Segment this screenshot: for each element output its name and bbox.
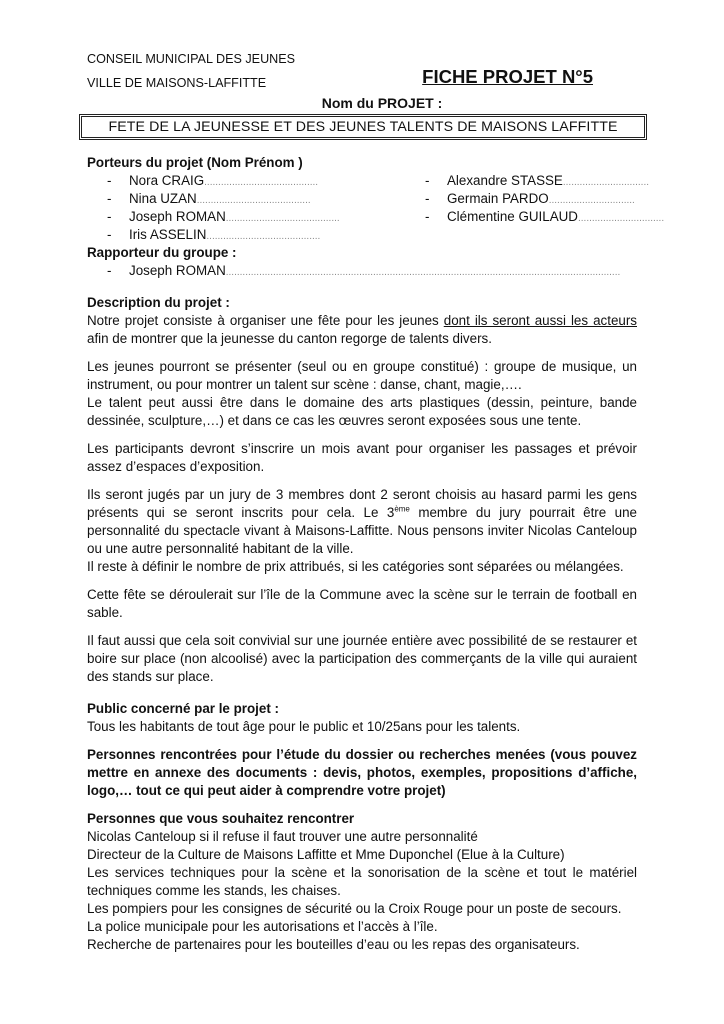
porteurs-left bbox=[87, 172, 405, 190]
fiche-title: FICHE PROJET N°5 bbox=[422, 66, 593, 87]
public-text: Tous les habitants de tout âge pour le public et 10/25ans pour les talents. bbox=[87, 719, 521, 734]
porteurs-right bbox=[405, 172, 650, 190]
org-line-2: VILLE DE MAISONS-LAFFITTE bbox=[87, 76, 267, 90]
description-label: Description du projet : bbox=[87, 295, 230, 310]
porteur-item: - Clémentine GUILAUD............................... bbox=[425, 209, 665, 224]
rencontrer-label: Personnes que vous souhaitez rencontrer bbox=[87, 811, 355, 826]
rencontrer-line: Les services techniques pour la scène et la sonorisation de la scène et tout le matériel techniques comme les stands, les chaises. bbox=[87, 865, 637, 898]
rapporteur-label: Rapporteur du groupe : bbox=[87, 245, 237, 260]
porteur-item: - Germain PARDO............................... bbox=[425, 191, 635, 206]
project-name-label: Nom du PROJET : bbox=[321, 95, 443, 111]
description-paragraph-3: Le talent peut aussi être dans le domaine des arts plastiques (dessin, peinture, bande dessinée, sculpture,…) et dans ce cas les œuvres seront exposées sous une tente. bbox=[87, 395, 637, 428]
description-paragraph-6: Il reste à définir le nombre de prix attribués, si les catégories sont séparées ou mélangées. bbox=[87, 559, 624, 574]
porteurs-label: Porteurs du projet (Nom Prénom ) bbox=[87, 155, 303, 170]
porteur-item: - Nina UZAN......................................... bbox=[107, 191, 311, 206]
description-paragraph-5: Ils seront jugés par un jury de 3 membres dont 2 seront choisis au hasard parmi les gens présents qui se seront inscrits pour cela. Le 3ème membre du jury pourrait être une personnalité du spectacle vivant à Maisons-Laffitte. Nous pensons inviter Nicolas Canteloup ou une autre personnalité habitant de la ville. bbox=[87, 487, 637, 556]
rapporteur-item: - Joseph ROMAN.............................................................................................................................................. bbox=[107, 263, 621, 278]
document-page bbox=[87, 50, 665, 954]
porteur-item: - Iris ASSELIN......................................... bbox=[107, 227, 321, 242]
project-name-box: FETE DE LA JEUNESSE ET DES JEUNES TALENTS DE MAISONS LAFFITTE bbox=[79, 114, 647, 140]
rencontrees-label: Personnes rencontrées pour l’étude du dossier ou recherches menées (vous pouvez mettre en annexe des documents : devis, photos, exemples, propositions d’affiche, logo,… tout ce qui peut aider à comprendre votre projet) bbox=[87, 747, 637, 798]
rencontrer-line: Les pompiers pour les consignes de sécurité ou la Croix Rouge pour un poste de secours. bbox=[87, 901, 622, 916]
rencontrer-line: Directeur de la Culture de Maisons Laffitte et Mme Duponchel (Elue à la Culture) bbox=[87, 847, 565, 862]
description-paragraph-7: Cette fête se déroulerait sur l’île de la Commune avec la scène sur le terrain de football en sable. bbox=[87, 587, 637, 620]
description-paragraph-4: Les participants devront s’inscrire un mois avant pour organiser les passages et prévoir assez d’espaces d’exposition. bbox=[87, 441, 637, 474]
porteur-item: - Alexandre STASSE............................... bbox=[425, 173, 650, 188]
org-line-1: CONSEIL MUNICIPAL DES JEUNES bbox=[87, 52, 296, 66]
porteurs-row bbox=[87, 172, 650, 190]
description-paragraph-8: Il faut aussi que cela soit convivial sur une journée entière avec possibilité de se restaurer et boire sur place (non alcoolisé) avec la participation des commerçants de la ville qui auraient des stands sur place. bbox=[87, 633, 637, 684]
porteur-item: - Nora CRAIG......................................... bbox=[107, 173, 319, 188]
description-paragraph-1: Notre projet consiste à organiser une fête pour les jeunes dont ils seront aussi les acteurs afin de montrer que la jeunesse du canton regorge de talents divers. bbox=[87, 313, 637, 346]
description-paragraph-2: Les jeunes pourront se présenter (seul ou en groupe constitué) : groupe de musique, un instrument, ou pour montrer un talent sur scène : danse, chant, magie,…. bbox=[87, 359, 637, 392]
porteur-item: - Joseph ROMAN......................................... bbox=[107, 209, 340, 224]
rencontrer-line: La police municipale pour les autorisations et l’accès à l’île. bbox=[87, 919, 438, 934]
rencontrer-line: Nicolas Canteloup si il refuse il faut trouver une autre personnalité bbox=[87, 829, 478, 844]
header-row bbox=[87, 68, 637, 94]
public-label: Public concerné par le projet : bbox=[87, 701, 279, 716]
rencontrer-line: Recherche de partenaires pour les bouteilles d’eau ou les repas des organisateurs. bbox=[87, 937, 580, 952]
